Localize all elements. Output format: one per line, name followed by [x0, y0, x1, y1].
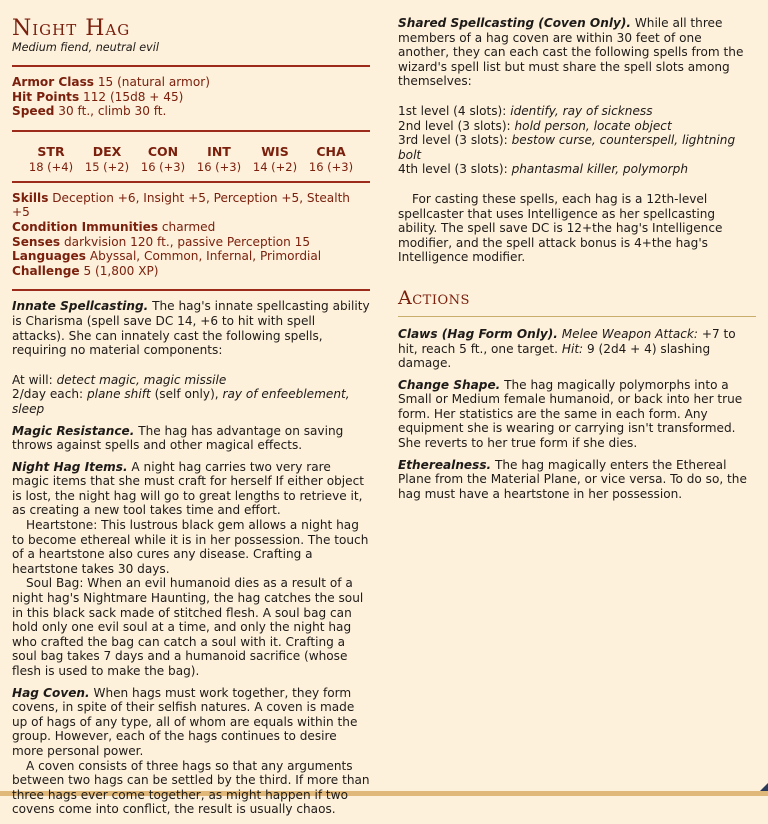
- monster-name: Night Hag: [12, 16, 131, 41]
- senses: Senses darkvision 120 ft., passive Perception 15: [12, 234, 311, 249]
- ability-cha: CHA 16 (+3): [308, 143, 354, 174]
- action-claws: Claws (Hag Form Only). Melee Weapon Attack: +7 to hit, reach 5 ft., one target. Hit: 9 (2d4 + 4) slashing damage.: [398, 326, 736, 371]
- trait-hag-coven: Hag Coven. When hags must work together, they form covens, in spite of their selfish natures. A coven is made up of hags of any type, all of whom are equals within the group. However, each of the hags continues to desire more personal power. A coven consists of three hags so that any arguments between two hags can be settled by the third. If more than three hags ever come together, as might happen if two covens come into conflict, the result is usually chaos.: [12, 685, 370, 817]
- ability-str: STR 18 (+4): [28, 143, 74, 174]
- page-corner-icon: [760, 783, 768, 791]
- condition-immunities: Condition Immunities charmed: [12, 219, 216, 234]
- languages: Languages Abyssal, Common, Infernal, Primordial: [12, 249, 322, 264]
- trait-shared-spellcasting: Shared Spellcasting (Coven Only). While all three members of a hag coven are within 30 feet of one another, they can each cast the following spells from the wizard's spell list but must share the spell slots among themselves: 1st level (4 slots): identify, ray of sickness 2nd level (3 slots): hold person, locate object 3rd level (3 slots): bestow curse, counterspell, lightning bolt 4th level (3 slots): phantasmal killer, polymorph For casting these spells, each hag is a 12th-level spellcaster that uses Intelligence as her spellcasting ability. The spell save DC is 12+the hag's Intelligence modifier, and the spell attack bonus is 4+the hag's Intelligence modifier.: [398, 16, 744, 265]
- ability-dex: DEX 15 (+2): [84, 143, 130, 174]
- trait-innate-spellcasting: Innate Spellcasting. The hag's innate spellcasting ability is Charisma (spell save DC 14, +6 to hit with spell attacks). She can innately cast the following spells, requiring no material components: At will: detect magic, magic missile 2/day each: plane shift (self only), ray of enfeeblement, sleep: [12, 299, 370, 416]
- challenge: Challenge 5 (1,800 XP): [12, 263, 159, 278]
- monster-type: Medium fiend, neutral evil: [12, 41, 159, 54]
- right-column: [398, 0, 756, 508]
- divider: [12, 130, 370, 132]
- armor-class: Armor Class 15 (natural armor): [12, 75, 210, 89]
- action-etherealness: Etherealness. The hag magically enters the Ethereal Plane from the Material Plane, or vice versa. To do so, the hag must have a heartstone in her possession.: [398, 457, 747, 501]
- divider: [12, 65, 370, 67]
- skills: Skills Deception +6, Insight +5, Perception +5, Stealth +5: [12, 190, 350, 220]
- speed: Speed 30 ft., climb 30 ft.: [12, 104, 167, 119]
- left-column: [12, 0, 370, 824]
- trait-night-hag-items: Night Hag Items. A night hag carries two very rare magic items that she must craft for herself If either object is lost, the night hag will go to great lengths to retrieve it, as creating a new tool takes time and effort. Heartstone: This lustrous black gem allows a night hag to become ethereal while it is in her possession. The touch of a heartstone also cures any disease. Crafting a heartstone takes 30 days. Soul Bag: When an evil humanoid dies as a result of a night hag's Nightmare Haunting, the hag catches the soul in this black sack made of stitched flesh. A soul bag can hold only one evil soul at a time, and only the night hag who crafted the bag can catch a soul with it. Crafting a soul bag takes 7 days and a humanoid sacrifice (whose flesh is used to make the bag).: [12, 459, 369, 678]
- divider: [12, 181, 370, 183]
- trait-magic-resistance: Magic Resistance. The hag has advantage on saving throws against spells and other magical effects.: [12, 423, 344, 453]
- divider: [12, 289, 370, 291]
- ability-con: CON 16 (+3): [140, 143, 186, 174]
- ability-int: INT 16 (+3): [196, 143, 242, 174]
- ability-scores: [12, 140, 370, 175]
- ability-wis: WIS 14 (+2): [252, 143, 298, 174]
- hit-points: Hit Points 112 (15d8 + 45): [12, 89, 184, 104]
- actions-heading: Actions: [398, 287, 756, 317]
- action-change-shape: Change Shape. The hag magically polymorphs into a Small or Medium female humanoid, or back into her true form. Her statistics are the same in each form. Any equipment she is wearing or carrying isn't transformed. She reverts to her true form if she dies.: [398, 377, 743, 451]
